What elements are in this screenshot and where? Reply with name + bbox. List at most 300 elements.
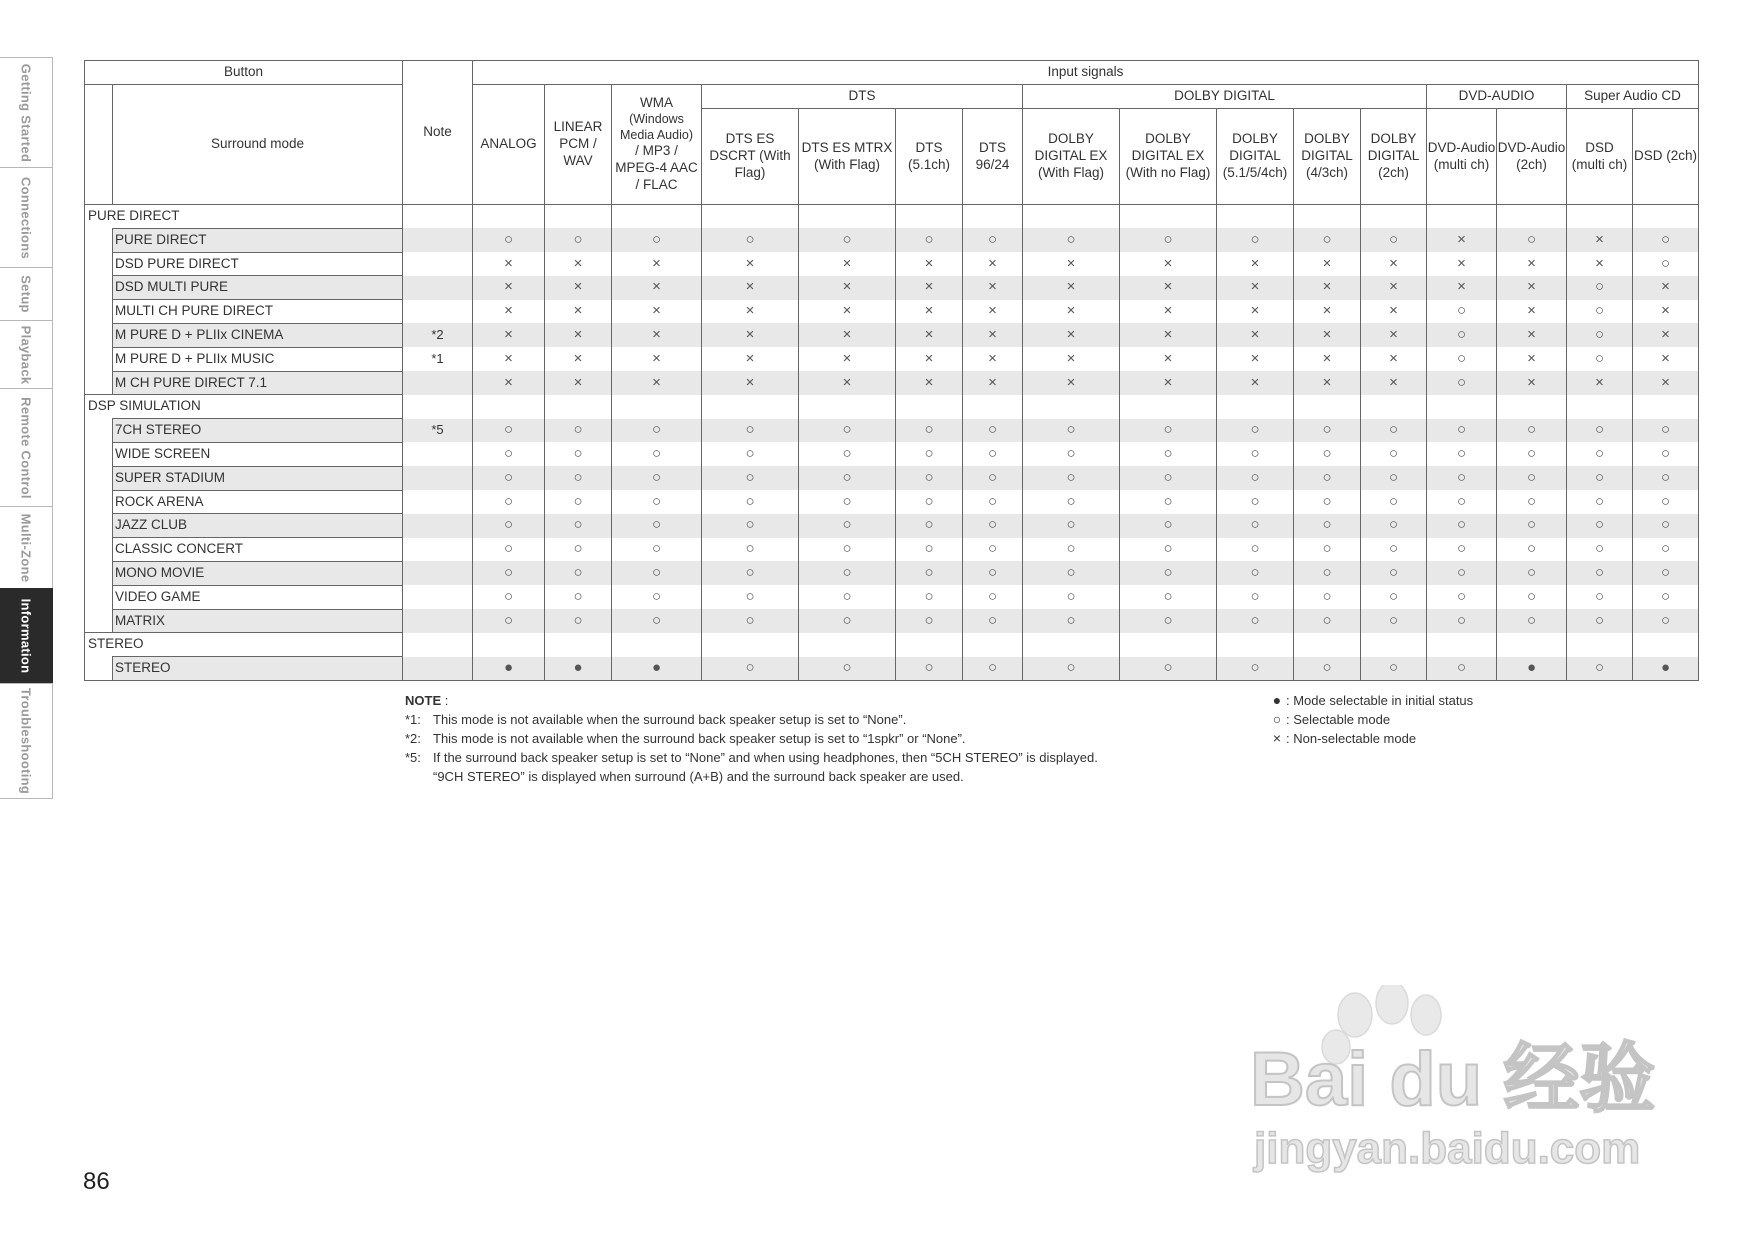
- empty-cell: [473, 205, 545, 229]
- non-selectable-symbol: ×: [545, 276, 612, 300]
- selectable-symbol: ○: [1294, 490, 1361, 514]
- selectable-symbol: ○: [702, 538, 799, 562]
- non-selectable-symbol: ×: [1294, 347, 1361, 371]
- non-selectable-symbol: ×: [1633, 371, 1699, 395]
- indent-cell: [85, 466, 113, 490]
- group-sacd: Super Audio CD: [1567, 85, 1699, 109]
- selectable-symbol: ○: [473, 561, 545, 585]
- baidu-watermark: [1240, 985, 1660, 1175]
- side-tab-multi-zone[interactable]: [0, 506, 53, 588]
- indent-cell: [85, 561, 113, 585]
- non-selectable-symbol: ×: [1217, 252, 1294, 276]
- non-selectable-symbol: ×: [1120, 276, 1217, 300]
- selectable-symbol: ○: [1567, 300, 1633, 324]
- surround-mode-name: VIDEO GAME: [113, 585, 403, 609]
- non-selectable-symbol: ×: [896, 252, 963, 276]
- selectable-symbol: ○: [1427, 442, 1497, 466]
- note-ref: *2: [403, 323, 473, 347]
- selectable-symbol: ○: [799, 228, 896, 252]
- selectable-symbol: ○: [473, 228, 545, 252]
- surround-mode-name: JAZZ CLUB: [113, 514, 403, 538]
- surround-mode-name: M PURE D + PLIIx MUSIC: [113, 347, 403, 371]
- non-selectable-symbol: ×: [1361, 252, 1427, 276]
- selectable-symbol: ○: [1567, 347, 1633, 371]
- non-selectable-symbol: ×: [1217, 323, 1294, 347]
- selectable-symbol: ○: [1567, 419, 1633, 443]
- indent-cell: [85, 252, 113, 276]
- section-title: DSP SIMULATION: [85, 395, 403, 419]
- selectable-symbol: ○: [1120, 442, 1217, 466]
- indent-cell: [85, 490, 113, 514]
- note-ref: [403, 490, 473, 514]
- non-selectable-symbol: ×: [1361, 300, 1427, 324]
- empty-cell: [1567, 395, 1633, 419]
- selectable-symbol: ○: [1361, 514, 1427, 538]
- empty-cell: [1120, 205, 1217, 229]
- selectable-symbol: ○: [612, 514, 702, 538]
- selectable-symbol: ○: [1567, 657, 1633, 681]
- selectable-symbol: ○: [1361, 419, 1427, 443]
- empty-cell: [702, 205, 799, 229]
- non-selectable-symbol: ×: [1567, 228, 1633, 252]
- selectable-symbol: ○: [1217, 538, 1294, 562]
- selectable-symbol: ○: [612, 538, 702, 562]
- non-selectable-symbol: ×: [702, 300, 799, 324]
- selectable-symbol: ○: [896, 514, 963, 538]
- surround-mode-table: [84, 60, 1699, 681]
- selectable-symbol: ○: [1497, 514, 1567, 538]
- non-selectable-symbol: ×: [799, 323, 896, 347]
- selectable-symbol: ○: [1217, 490, 1294, 514]
- col-wma-rest: / MP3 / MPEG-4 AAC / FLAC: [615, 143, 698, 192]
- selectable-symbol: ○: [963, 585, 1023, 609]
- selectable-symbol: ○: [1023, 609, 1120, 633]
- selectable-symbol: ○: [896, 442, 963, 466]
- selectable-symbol: ○: [473, 442, 545, 466]
- side-tab-getting-started[interactable]: [0, 57, 53, 167]
- selectable-symbol: ○: [1120, 609, 1217, 633]
- group-dolby-digital: DOLBY DIGITAL: [1023, 85, 1427, 109]
- non-selectable-symbol: ×: [1567, 371, 1633, 395]
- selectable-symbol: ○: [1427, 561, 1497, 585]
- selectable-symbol: ○: [702, 490, 799, 514]
- selectable-symbol: ○: [1567, 276, 1633, 300]
- selectable-symbol: ○: [799, 561, 896, 585]
- watermark-url: jingyan.baidu.com: [1254, 1124, 1641, 1173]
- non-selectable-symbol: ×: [545, 347, 612, 371]
- surround-mode-name: M CH PURE DIRECT 7.1: [113, 371, 403, 395]
- selectable-symbol: ○: [963, 442, 1023, 466]
- col-dd-43: DOLBY DIGITAL (4/3ch): [1294, 109, 1361, 205]
- side-tab-label: Playback: [18, 325, 34, 384]
- empty-cell: [1633, 395, 1699, 419]
- selectable-symbol: ○: [1023, 442, 1120, 466]
- empty-cell: [612, 633, 702, 657]
- empty-cell: [473, 395, 545, 419]
- selectable-symbol: ○: [1361, 442, 1427, 466]
- col-wma-sub: (Windows Media Audio): [620, 112, 693, 142]
- selectable-symbol: ○: [1427, 371, 1497, 395]
- initial-selectable-symbol: ●: [473, 657, 545, 681]
- non-selectable-symbol: ×: [1120, 371, 1217, 395]
- selectable-symbol: ○: [1633, 609, 1699, 633]
- selectable-symbol: ○: [473, 466, 545, 490]
- selectable-symbol: ○: [963, 466, 1023, 490]
- non-selectable-symbol: ×: [612, 300, 702, 324]
- selectable-symbol: ○: [1497, 442, 1567, 466]
- col-dd-ex-noflag: DOLBY DIGITAL EX (With no Flag): [1120, 109, 1217, 205]
- surround-mode-name: DSD MULTI PURE: [113, 276, 403, 300]
- non-selectable-symbol: ×: [1497, 300, 1567, 324]
- non-selectable-symbol: ×: [963, 276, 1023, 300]
- note-ref: [403, 609, 473, 633]
- selectable-symbol: ○: [1294, 514, 1361, 538]
- col-dts-9624: DTS 96/24: [963, 109, 1023, 205]
- indent-cell: [85, 276, 113, 300]
- note-mark: *2:: [405, 731, 421, 746]
- selectable-symbol: ○: [1294, 561, 1361, 585]
- empty-cell: [1633, 633, 1699, 657]
- selectable-symbol: ○: [1217, 442, 1294, 466]
- non-selectable-symbol: ×: [612, 252, 702, 276]
- selectable-symbol: ○: [1427, 657, 1497, 681]
- selectable-symbol: ○: [545, 419, 612, 443]
- selectable-symbol: ○: [1567, 538, 1633, 562]
- surround-mode-name: MATRIX: [113, 609, 403, 633]
- selectable-symbol: ○: [702, 657, 799, 681]
- non-selectable-symbol: ×: [1023, 300, 1120, 324]
- non-selectable-symbol: ×: [896, 276, 963, 300]
- non-selectable-symbol: ×: [1427, 252, 1497, 276]
- selectable-symbol: ○: [1633, 466, 1699, 490]
- empty-cell: [1567, 633, 1633, 657]
- selectable-symbol: ○: [963, 490, 1023, 514]
- selectable-symbol: ○: [1633, 538, 1699, 562]
- selectable-symbol: ○: [545, 585, 612, 609]
- col-dts-es-dscrt: DTS ES DSCRT (With Flag): [702, 109, 799, 205]
- non-selectable-symbol: ×: [1217, 347, 1294, 371]
- empty-cell: [1361, 205, 1427, 229]
- empty-cell: [1427, 633, 1497, 657]
- initial-selectable-symbol: ●: [545, 657, 612, 681]
- non-selectable-symbol: ×: [1633, 276, 1699, 300]
- selectable-symbol: ○: [612, 228, 702, 252]
- empty-cell: [473, 633, 545, 657]
- empty-cell: [1497, 395, 1567, 419]
- legend-symbol: ×: [1272, 730, 1282, 746]
- selectable-symbol: ○: [1217, 466, 1294, 490]
- non-selectable-symbol: ×: [1120, 300, 1217, 324]
- non-selectable-symbol: ×: [1294, 276, 1361, 300]
- page-number: 86: [83, 1168, 110, 1195]
- col-linear-pcm: LINEAR PCM / WAV: [545, 85, 612, 205]
- col-dsd-multi: DSD (multi ch): [1567, 109, 1633, 205]
- selectable-symbol: ○: [1567, 609, 1633, 633]
- col-dvda-multi: DVD-Audio (multi ch): [1427, 109, 1497, 205]
- legend-item: [1268, 729, 1473, 748]
- selectable-symbol: ○: [896, 609, 963, 633]
- non-selectable-symbol: ×: [473, 371, 545, 395]
- selectable-symbol: ○: [896, 561, 963, 585]
- non-selectable-symbol: ×: [1633, 323, 1699, 347]
- empty-cell: [1497, 205, 1567, 229]
- empty-cell: [799, 633, 896, 657]
- side-tab-troubleshooting[interactable]: [0, 683, 53, 798]
- selectable-symbol: ○: [1361, 609, 1427, 633]
- note-ref: [403, 300, 473, 324]
- initial-selectable-symbol: ●: [1497, 657, 1567, 681]
- non-selectable-symbol: ×: [545, 252, 612, 276]
- non-selectable-symbol: ×: [1023, 323, 1120, 347]
- empty-cell: [896, 205, 963, 229]
- non-selectable-symbol: ×: [1361, 323, 1427, 347]
- selectable-symbol: ○: [545, 466, 612, 490]
- note-ref: [403, 466, 473, 490]
- selectable-symbol: ○: [702, 466, 799, 490]
- empty-cell: [1217, 395, 1294, 419]
- selectable-symbol: ○: [1427, 300, 1497, 324]
- selectable-symbol: ○: [1361, 466, 1427, 490]
- selectable-symbol: ○: [1427, 538, 1497, 562]
- selectable-symbol: ○: [799, 514, 896, 538]
- col-wma: [612, 85, 702, 205]
- non-selectable-symbol: ×: [1217, 300, 1294, 324]
- selectable-symbol: ○: [1633, 490, 1699, 514]
- selectable-symbol: ○: [1427, 490, 1497, 514]
- selectable-symbol: ○: [1294, 657, 1361, 681]
- selectable-symbol: ○: [799, 538, 896, 562]
- notes-list: [405, 710, 1098, 786]
- note-cell: [403, 633, 473, 657]
- non-selectable-symbol: ×: [799, 300, 896, 324]
- side-tab-label: Connections: [18, 176, 34, 259]
- note-ref: [403, 657, 473, 681]
- non-selectable-symbol: ×: [1294, 371, 1361, 395]
- side-tab-playback[interactable]: [0, 320, 53, 388]
- non-selectable-symbol: ×: [702, 323, 799, 347]
- col-dts-51: DTS (5.1ch): [896, 109, 963, 205]
- col-dsd-2: DSD (2ch): [1633, 109, 1699, 205]
- selectable-symbol: ○: [545, 490, 612, 514]
- selectable-symbol: ○: [1217, 514, 1294, 538]
- selectable-symbol: ○: [473, 538, 545, 562]
- non-selectable-symbol: ×: [1567, 252, 1633, 276]
- selectable-symbol: ○: [1023, 466, 1120, 490]
- surround-mode-name: WIDE SCREEN: [113, 442, 403, 466]
- non-selectable-symbol: ×: [963, 252, 1023, 276]
- group-dts: DTS: [702, 85, 1023, 109]
- selectable-symbol: ○: [1497, 419, 1567, 443]
- non-selectable-symbol: ×: [612, 323, 702, 347]
- selectable-symbol: ○: [1567, 442, 1633, 466]
- selectable-symbol: ○: [799, 657, 896, 681]
- legend-text: : Selectable mode: [1286, 712, 1391, 727]
- header-indent-cell: [85, 85, 113, 205]
- selectable-symbol: ○: [1023, 657, 1120, 681]
- note-line: [405, 748, 1098, 767]
- selectable-symbol: ○: [545, 538, 612, 562]
- selectable-symbol: ○: [1217, 419, 1294, 443]
- side-tab-label: Getting Started: [18, 63, 34, 162]
- note-line: [405, 729, 1098, 748]
- side-tab-label: Troubleshooting: [18, 687, 34, 795]
- selectable-symbol: ○: [1497, 490, 1567, 514]
- non-selectable-symbol: ×: [1294, 300, 1361, 324]
- selectable-symbol: ○: [1120, 561, 1217, 585]
- selectable-symbol: ○: [612, 561, 702, 585]
- selectable-symbol: ○: [1294, 538, 1361, 562]
- legend-symbol: ○: [1272, 711, 1282, 727]
- selectable-symbol: ○: [1497, 609, 1567, 633]
- non-selectable-symbol: ×: [1497, 276, 1567, 300]
- non-selectable-symbol: ×: [963, 371, 1023, 395]
- selectable-symbol: ○: [963, 657, 1023, 681]
- selectable-symbol: ○: [963, 228, 1023, 252]
- section-title: STEREO: [85, 633, 403, 657]
- empty-cell: [702, 395, 799, 419]
- empty-cell: [1294, 633, 1361, 657]
- indent-cell: [85, 347, 113, 371]
- non-selectable-symbol: ×: [1497, 347, 1567, 371]
- selectable-symbol: ○: [1361, 657, 1427, 681]
- empty-cell: [545, 395, 612, 419]
- surround-mode-header: Surround mode: [113, 85, 403, 205]
- side-tab-remote-control[interactable]: [0, 388, 53, 506]
- empty-cell: [799, 205, 896, 229]
- group-dvd-audio: DVD-AUDIO: [1427, 85, 1567, 109]
- selectable-symbol: ○: [545, 561, 612, 585]
- selectable-symbol: ○: [1567, 561, 1633, 585]
- section-title: PURE DIRECT: [85, 205, 403, 229]
- non-selectable-symbol: ×: [896, 323, 963, 347]
- non-selectable-symbol: ×: [1427, 228, 1497, 252]
- non-selectable-symbol: ×: [1023, 347, 1120, 371]
- non-selectable-symbol: ×: [799, 252, 896, 276]
- empty-cell: [1217, 205, 1294, 229]
- selectable-symbol: ○: [1023, 561, 1120, 585]
- non-selectable-symbol: ×: [612, 347, 702, 371]
- side-tab-information[interactable]: [0, 588, 53, 683]
- non-selectable-symbol: ×: [473, 276, 545, 300]
- selectable-symbol: ○: [1120, 538, 1217, 562]
- empty-cell: [896, 395, 963, 419]
- empty-cell: [545, 633, 612, 657]
- note-ref: [403, 585, 473, 609]
- indent-cell: [85, 514, 113, 538]
- non-selectable-symbol: ×: [963, 347, 1023, 371]
- selectable-symbol: ○: [963, 538, 1023, 562]
- selectable-symbol: ○: [612, 490, 702, 514]
- selectable-symbol: ○: [702, 228, 799, 252]
- selectable-symbol: ○: [1023, 538, 1120, 562]
- selectable-symbol: ○: [1294, 442, 1361, 466]
- empty-cell: [702, 633, 799, 657]
- selectable-symbol: ○: [1497, 561, 1567, 585]
- non-selectable-symbol: ×: [1023, 276, 1120, 300]
- selectable-symbol: ○: [612, 609, 702, 633]
- selectable-symbol: ○: [1217, 585, 1294, 609]
- side-tab-connections[interactable]: [0, 167, 53, 267]
- empty-cell: [1361, 633, 1427, 657]
- side-tab-label: Remote Control: [18, 396, 34, 499]
- selectable-symbol: ○: [1294, 228, 1361, 252]
- empty-cell: [1217, 633, 1294, 657]
- selectable-symbol: ○: [1427, 419, 1497, 443]
- legend-item: [1268, 691, 1473, 710]
- selectable-symbol: ○: [1567, 490, 1633, 514]
- surround-mode-name: DSD PURE DIRECT: [113, 252, 403, 276]
- selectable-symbol: ○: [1120, 514, 1217, 538]
- note-text: “9CH STEREO” is displayed when surround (A+B) and the surround back speaker are used.: [433, 769, 964, 784]
- non-selectable-symbol: ×: [1023, 371, 1120, 395]
- side-tab-setup[interactable]: [0, 267, 53, 320]
- surround-mode-name: MONO MOVIE: [113, 561, 403, 585]
- non-selectable-symbol: ×: [612, 276, 702, 300]
- note-ref: *5: [403, 419, 473, 443]
- selectable-symbol: ○: [1633, 561, 1699, 585]
- note-text: This mode is not available when the surround back speaker setup is set to “1spkr” or “None”.: [433, 731, 966, 746]
- non-selectable-symbol: ×: [1023, 252, 1120, 276]
- legend-text: : Non-selectable mode: [1286, 731, 1417, 746]
- selectable-symbol: ○: [1427, 323, 1497, 347]
- empty-cell: [963, 633, 1023, 657]
- non-selectable-symbol: ×: [799, 347, 896, 371]
- selectable-symbol: ○: [545, 514, 612, 538]
- selectable-symbol: ○: [1023, 585, 1120, 609]
- selectable-symbol: ○: [702, 442, 799, 466]
- selectable-symbol: ○: [702, 514, 799, 538]
- non-selectable-symbol: ×: [702, 276, 799, 300]
- selectable-symbol: ○: [1497, 228, 1567, 252]
- empty-cell: [1294, 205, 1361, 229]
- empty-cell: [1023, 205, 1120, 229]
- non-selectable-symbol: ×: [1294, 323, 1361, 347]
- notes-title: NOTE: [405, 693, 442, 708]
- selectable-symbol: ○: [1120, 228, 1217, 252]
- non-selectable-symbol: ×: [1361, 371, 1427, 395]
- selectable-symbol: ○: [1633, 442, 1699, 466]
- side-tab-nav: [0, 57, 53, 799]
- empty-cell: [1023, 633, 1120, 657]
- side-tab-label: Setup: [18, 275, 34, 313]
- non-selectable-symbol: ×: [612, 371, 702, 395]
- non-selectable-symbol: ×: [473, 300, 545, 324]
- selectable-symbol: ○: [1294, 466, 1361, 490]
- selectable-symbol: ○: [1427, 585, 1497, 609]
- surround-mode-name: M PURE D + PLIIx CINEMA: [113, 323, 403, 347]
- non-selectable-symbol: ×: [1427, 276, 1497, 300]
- non-selectable-symbol: ×: [1633, 300, 1699, 324]
- selectable-symbol: ○: [473, 419, 545, 443]
- empty-cell: [1633, 205, 1699, 229]
- selectable-symbol: ○: [1361, 561, 1427, 585]
- non-selectable-symbol: ×: [1120, 252, 1217, 276]
- note-ref: [403, 538, 473, 562]
- non-selectable-symbol: ×: [896, 347, 963, 371]
- surround-mode-name: STEREO: [113, 657, 403, 681]
- empty-cell: [963, 205, 1023, 229]
- selectable-symbol: ○: [473, 585, 545, 609]
- legend-text: : Mode selectable in initial status: [1286, 693, 1474, 708]
- note-ref: [403, 276, 473, 300]
- selectable-symbol: ○: [473, 609, 545, 633]
- side-tab-end: [0, 798, 53, 799]
- selectable-symbol: ○: [1633, 585, 1699, 609]
- empty-cell: [545, 205, 612, 229]
- empty-cell: [1120, 395, 1217, 419]
- empty-cell: [1023, 395, 1120, 419]
- note-header: Note: [403, 61, 473, 205]
